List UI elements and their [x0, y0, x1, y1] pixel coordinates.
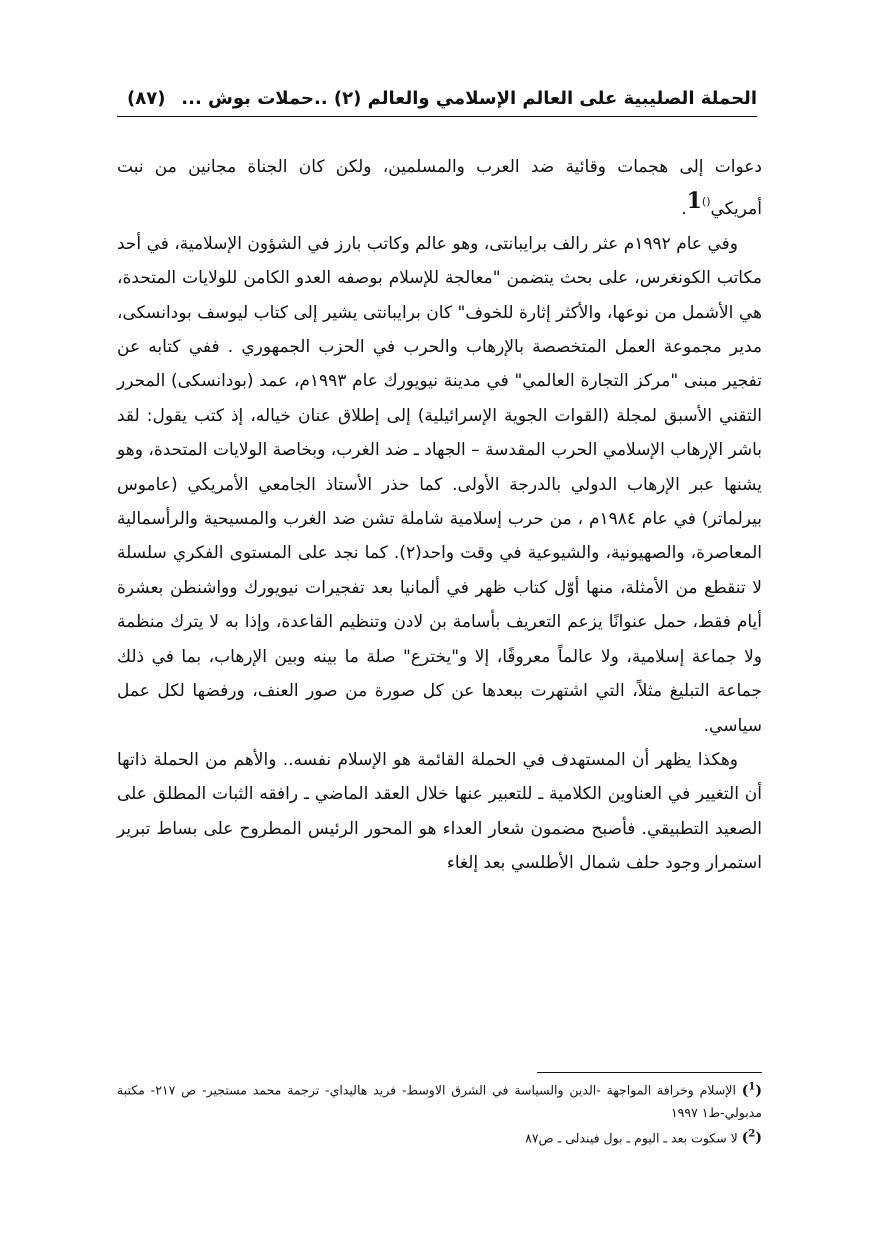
paragraph-1 — [117, 150, 762, 227]
footnote-1-number: ($^1$) — [741, 1081, 763, 1099]
footnote-2-number: ($^2$) — [741, 1128, 762, 1147]
footnote-2 — [117, 1124, 762, 1150]
paragraph-1-text: دعوات إلى هجمات وقائية ضد العرب والمسلمين، ولكن كان الجناة مجانين من نبت أمريكي — [117, 157, 762, 220]
running-header — [117, 86, 757, 117]
footnote-paren: () — [701, 195, 711, 209]
footnote-divider — [537, 1072, 762, 1073]
body-text — [117, 150, 762, 881]
paragraph-1-tail: . — [681, 199, 687, 220]
paragraph-2: وفي عام ١٩٩٢م عثر رالف برايبانتى، وهو عالم وكاتب بارز في الشؤون الإسلامية، في أحد مكاتب الكونغرس، على بحث يتضمن "معالجة للإسلام بوصفه العدو الكامن للولايات المتحدة، هي الأشمل من نوعها، والأكثر إثارة للخوف" كان برايبانتى يشير إلى كتاب ليوسف بودانسكى، مدير مجموعة العمل المتخصصة بالإرهاب والحرب في الحزب الجمهوري . ففي كتابه عن تفجير مبنى "مركز التجارة العالمي" في مدينة نيويورك عام ١٩٩٣م، عمد (بودانسكى) المحرر التقني الأسبق لمجلة (القوات الجوية الإسرائيلية) إلى إطلاق عنان خياله، إذ كتب يقول: لقد باشر الإرهاب الإسلامي الحرب المقدسة – الجهاد ـ ضد الغرب، وبخاصة الولايات المتحدة، وهو يشنها عبر الإرهاب الدولي بالدرجة الأولى. كما حذر الأستاذ الجامعي الأمريكي (عاموس بيرلماتر) في عام ١٩٨٤م ، من حرب إسلامية شاملة تشن ضد الغرب والمسيحية والرأسمالية المعاصرة، والصهيونية، والشيوعية في وقت واحد(٢). كما نجد على المستوى الفكري سلسلة لا تنقطع من الأمثلة، منها أوّل كتاب ظهر في ألمانيا بعد تفجيرات نيويورك وواشنطن بعشرة أيام فقط، حمل عنوانًا يزعم التعريف بأسامة بن لادن وتنظيم القاعدة، وإذا به لا يترك منظمة ولا جماعة إسلامية، ولا عالماً معروفًا، إلا و"يخترع" صلة ما بينه وبين الإرهاب، بما في ذلك جماعة التبليغ مثلاً، التي اشتهرت ببعدها عن كل صورة من صور العنف، ورفضها لكل عمل سياسي. — [117, 233, 762, 736]
footnote-1-text: الإسلام وخرافة المواجهة -الدين والسياسة في الشرق الاوسط- فريد هاليداي- ترجمة محمد مستجير- ص ٢١٧- مكتبة مدبولي-ط١ ١٩٩٧ — [117, 1082, 762, 1120]
footnotes — [117, 1076, 762, 1149]
header-title: الحملة الصليبية على العالم الإسلامي والعالم (٢) ..حملات بوش ... — [181, 88, 757, 109]
footnote-ref-1[interactable]: 1 — [686, 188, 702, 215]
paragraph-3: وهكذا يظهر أن المستهدف في الحملة القائمة هو الإسلام نفسه.. والأهم من الحملة ذاتها أن التغيير في العناوين الكلامية ـ للتعبير عنها خلال العقد الماضي ـ رافقه الثبات المطلق على الصعيد التطبيقي. فأصبح مضمون شعار العداء هو المحور الرئيس المطروح على بساط تبرير استمرار وجود حلف شمال الأطلسي بعد إلغاء — [117, 749, 762, 874]
page-number: (٨٧) — [127, 88, 166, 109]
footnote-2-text: لا سكوت بعد ـ اليوم ـ بول فيندلى ـ ص٨٧ — [525, 1130, 738, 1146]
footnote-1 — [117, 1076, 762, 1124]
